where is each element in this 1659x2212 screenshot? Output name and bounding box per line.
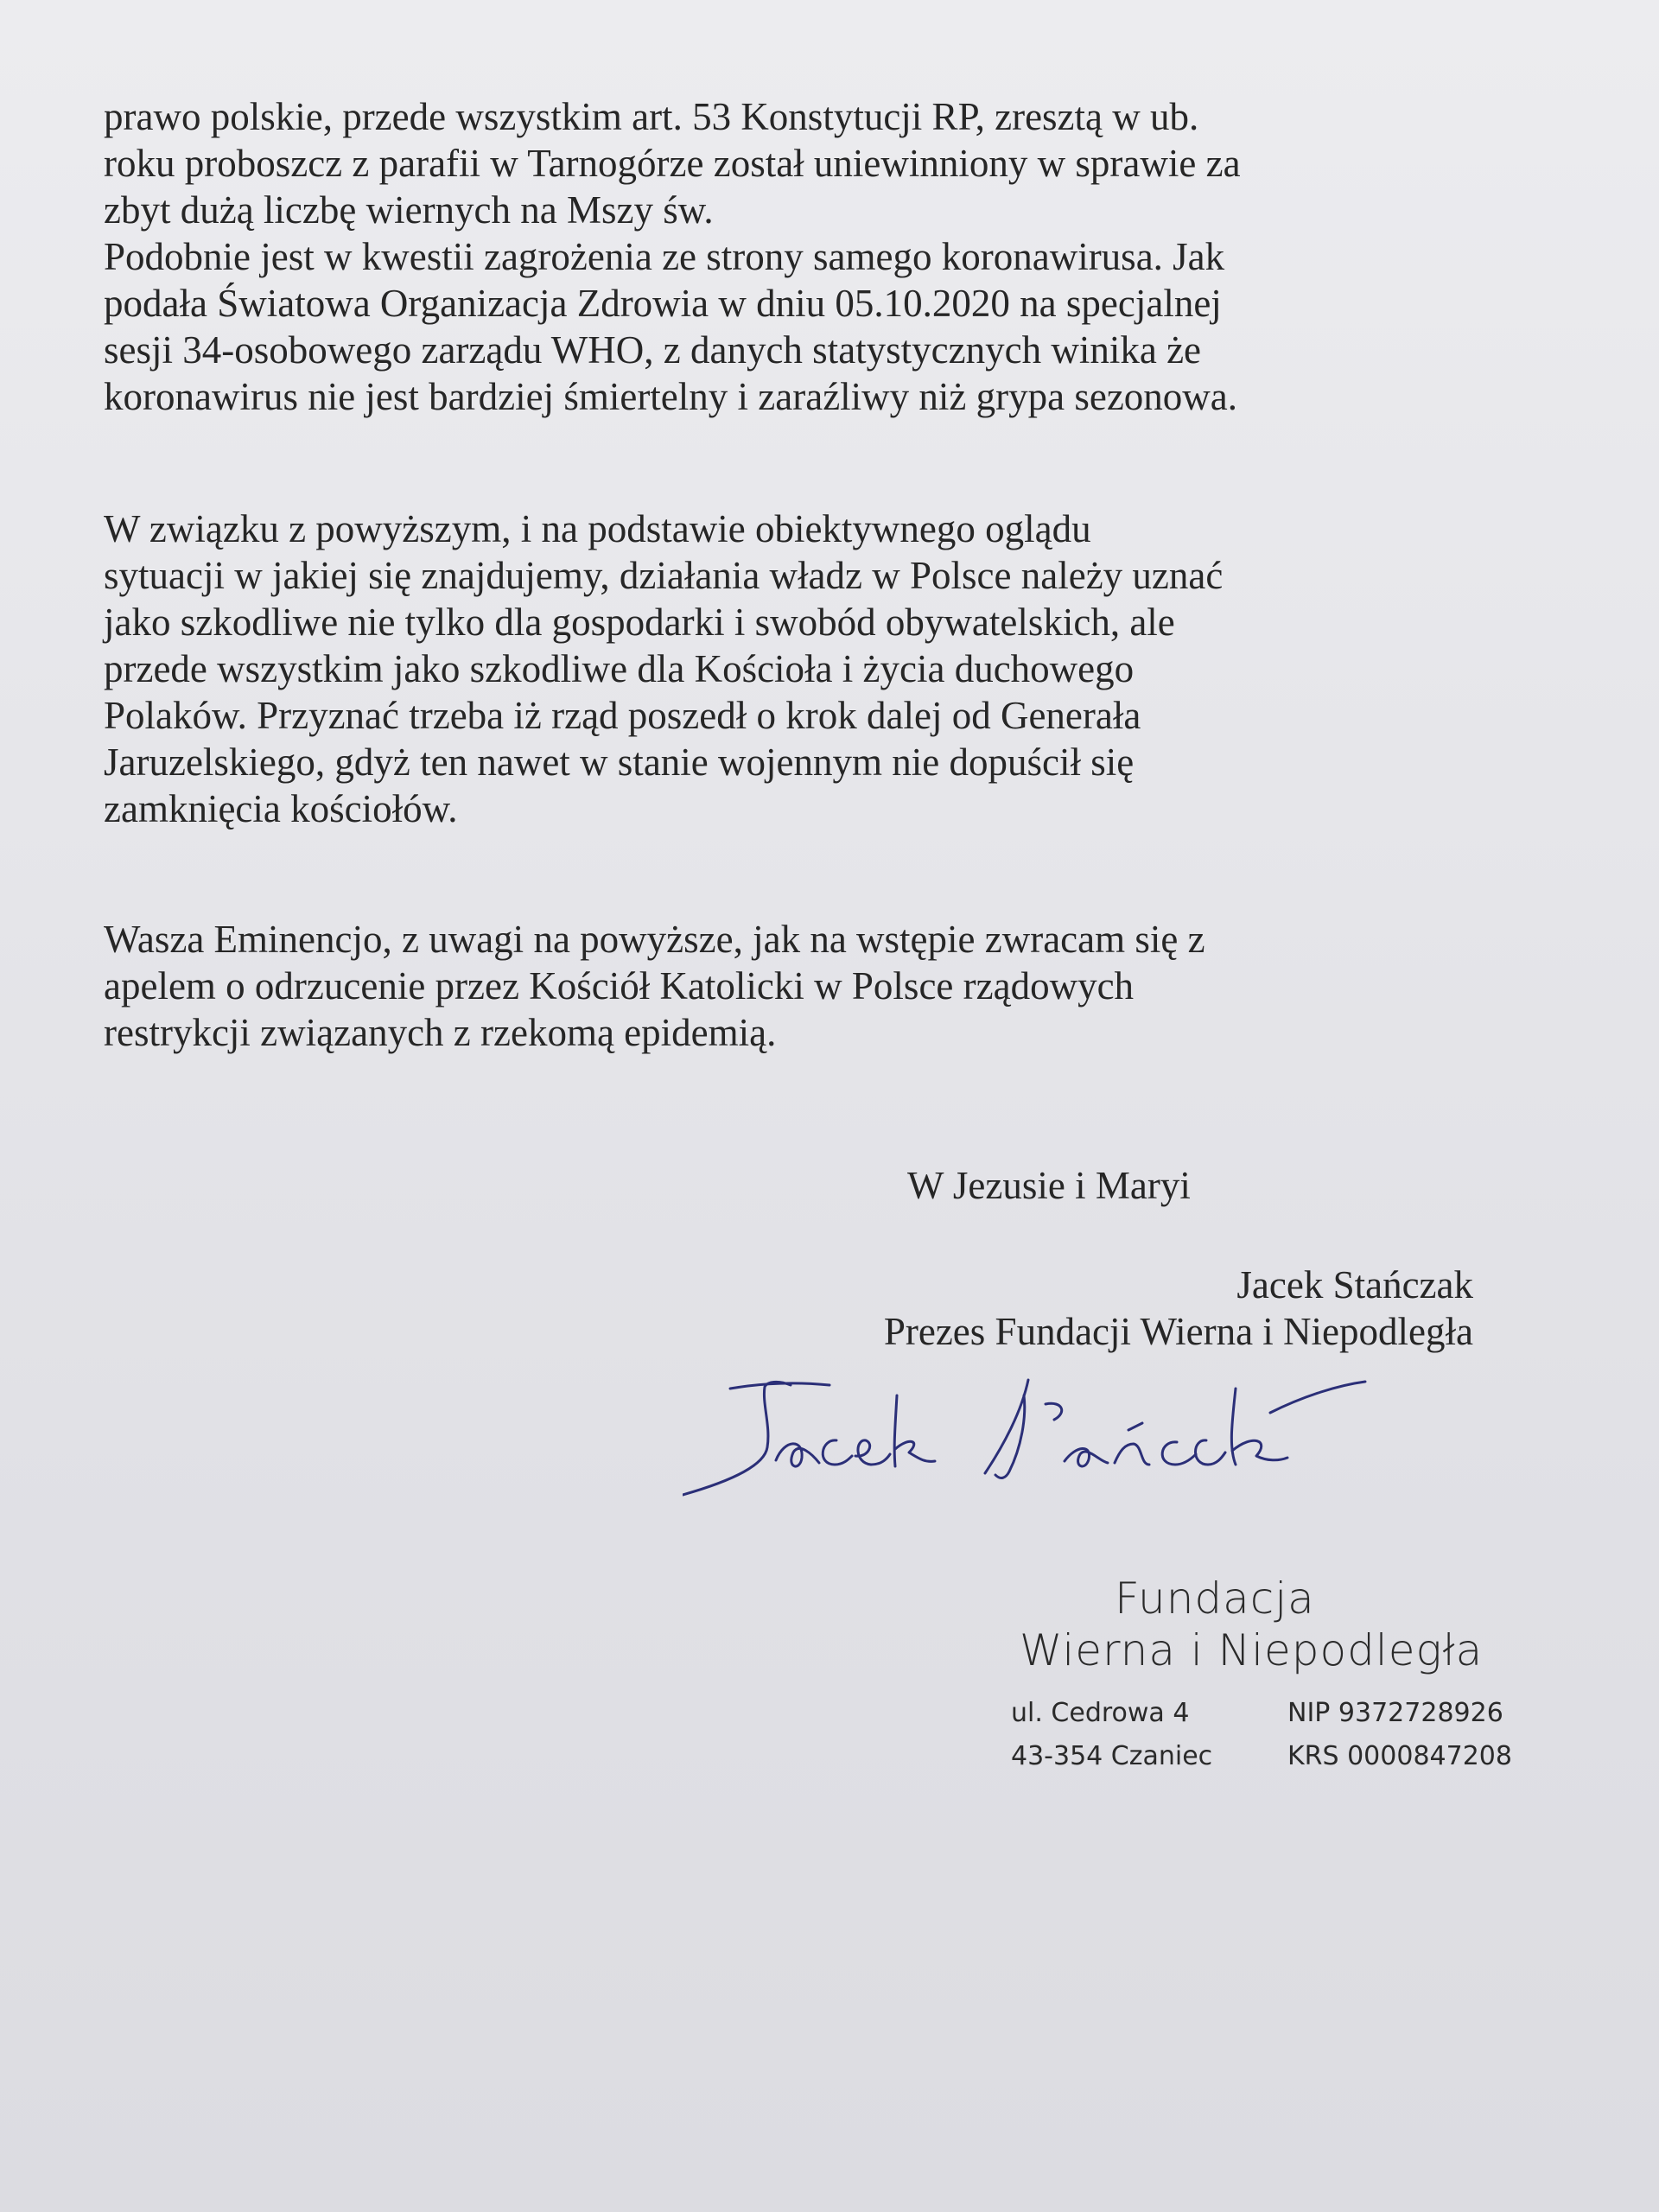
stamp-name-line1: Fundacja	[1115, 1573, 1315, 1624]
stamp-details	[1011, 1695, 1529, 1775]
closing-salutation: W Jezusie i Maryi	[907, 1164, 1191, 1207]
stamp-krs: KRS 0000847208	[1287, 1741, 1512, 1771]
foundation-stamp	[1011, 1573, 1529, 1775]
paragraph-appeal: Wasza Eminencjo, z uwagi na powyższe, jak na wstępie zwracam się z apelem o odrzucenie przez Kościół Katolicki w Polsce rządowych restrykcji związanych z rzekomą epidemią.	[104, 918, 1205, 1054]
paragraph-legal-and-who: prawo polskie, przede wszystkim art. 53 Konstytucji RP, zresztą w ub. roku proboszcz z parafii w Tarnogórze został uniewinniony w sprawie za zbyt dużą liczbę wiernych na Mszy św. Podobnie jest w kwestii zagrożenia ze strony samego koronawirusa. Jak podała Światowa Organizacja Zdrowia w dniu 05.10.2020 na specjalnej sesji 34-osobowego zarządu WHO, z danych statystycznych winika że koronawirus nie jest bardziej śmiertelny i zaraźliwy niż grypa sezonowa.	[104, 95, 1241, 418]
stamp-street: ul. Cedrowa 4	[1011, 1698, 1190, 1728]
stamp-nip: NIP 9372728926	[1287, 1698, 1503, 1728]
signatory-title: Prezes Fundacji Wierna i Niepodległa	[883, 1310, 1473, 1353]
signatory-block	[884, 1262, 1473, 1355]
signatory-name: Jacek Stańczak	[1236, 1263, 1473, 1306]
stamp-name-line2: Wierna i Niepodległa	[1020, 1625, 1484, 1675]
paragraph-government-actions: W związku z powyższym, i na podstawie obiektywnego oglądu sytuacji w jakiej się znajdujemy, działania władz w Polsce należy uznać jako szkodliwe nie tylko dla gospodarki i swobód obywatelskich, ale przede wszystkim jako szkodliwe dla Kościoła i życia duchowego Polaków. Przyznać trzeba iż rząd poszedł o krok dalej od Generała Jaruzelskiego, gdyż ten nawet w stanie wojennym nie dopuścił się zamknięcia kościołów.	[104, 507, 1224, 830]
handwritten-signature	[683, 1378, 1408, 1499]
stamp-foundation-name	[1011, 1573, 1529, 1676]
stamp-city: 43-354 Czaniec	[1011, 1741, 1213, 1771]
